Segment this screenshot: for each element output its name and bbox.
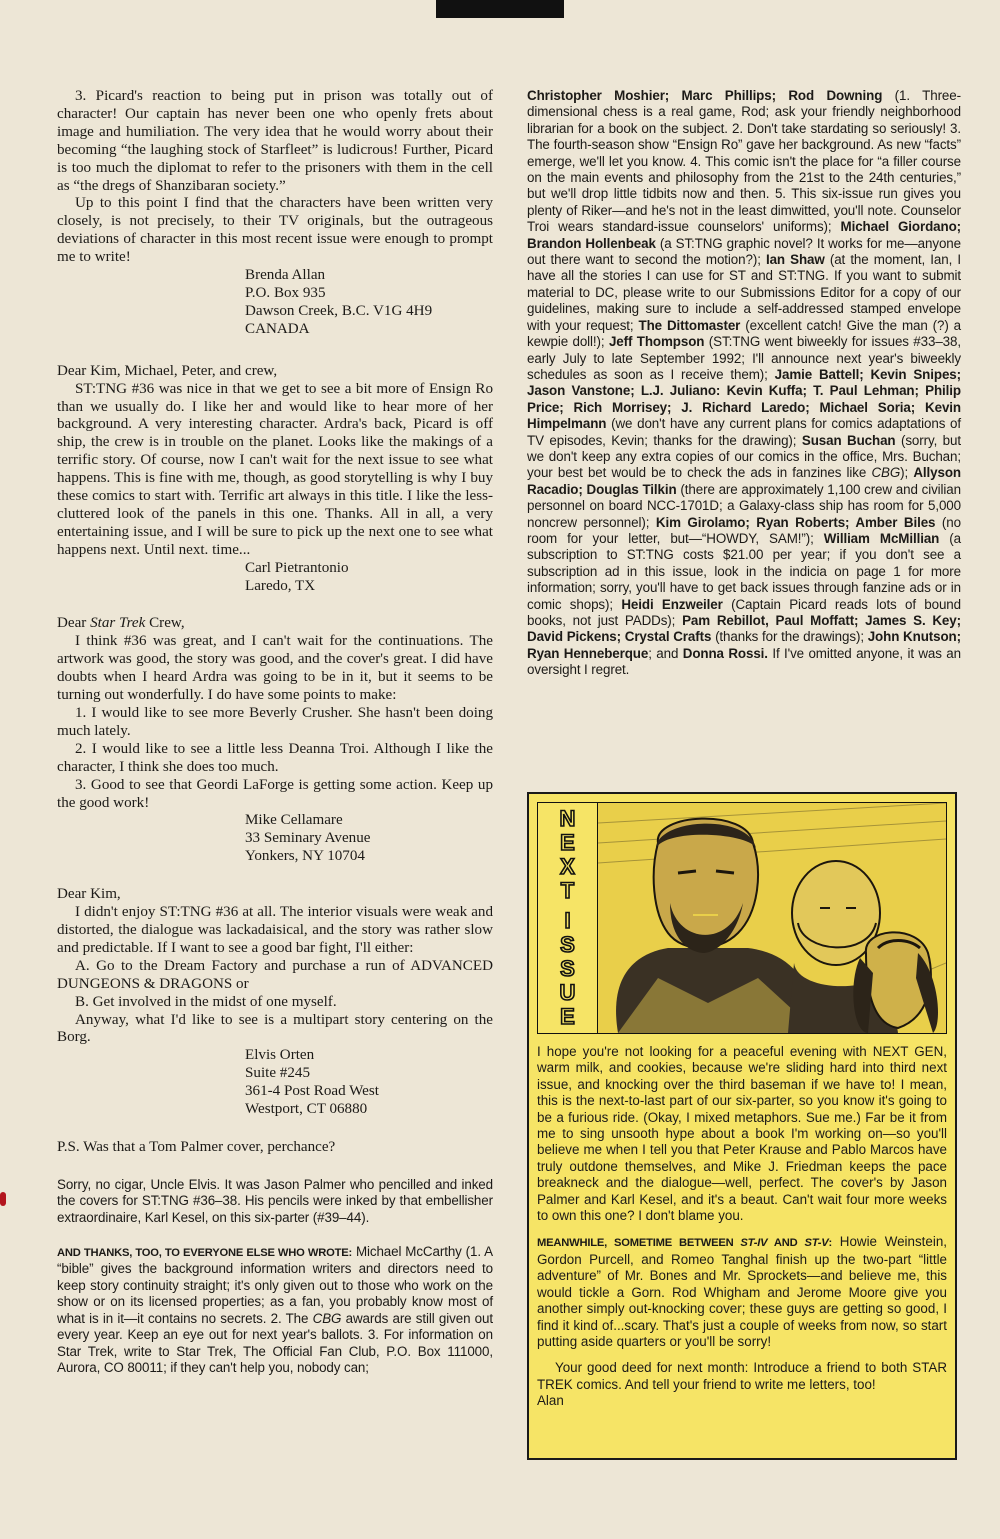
next-issue-box — [527, 792, 957, 1460]
red-ink-mark — [0, 1192, 6, 1206]
letter-paragraph: 1. I would like to see more Beverly Crusher. She hasn't been doing much lately. — [57, 705, 493, 739]
letter-paragraph: I didn't enjoy ST:TNG #36 at all. The interior visuals were weak and distorted, the dialogue was lackadaisical, and the story was rather slow and predictable. If I want to see a good bar fight, I'll either: — [57, 904, 493, 956]
title-letter: E — [560, 830, 575, 855]
letter-paragraph: Up to this point I find that the characters have been written very closely, is not precisely, to their TV originals, but the outrageous deviations of character in this most recent issue were enough to prompt me to write! — [57, 195, 493, 266]
letter-salutation: Dear Kim, — [57, 886, 121, 903]
letter-paragraph: A. Go to the Dream Factory and purchase a run of ADVANCED DUNGEONS & DRAGONS or — [57, 957, 493, 992]
letter-paragraph: Anyway, what I'd like to see is a multipart story centering on the Borg. — [57, 1011, 493, 1046]
signature-block — [245, 1047, 493, 1119]
next-issue-text — [537, 1044, 947, 1410]
signature-line: Westport, CT 06880 — [245, 1101, 368, 1118]
meanwhile-heading: MEANWHILE, SOMETIME BETWEEN ST-IV AND ST-V: — [537, 1237, 833, 1250]
thanks-continued: Christopher Moshier; Marc Phillips; Rod Downing (1. Three-dimensional chess is a real game, Rod; ask your friendly neighborhood librarian for a book on the subject. 2. Don't take stardating so seriously! 3. The fourth-season show “Ensign Ro” gave her background. As new “facts” emerge, we'll let you know. 4. This comic isn't the place for “a filler course on the main events and philosophy from the 21st to the 24th centuries,” but we'll drop little tidbits now and then. 5. This six-issue run gives you plenty of Riker—and he's not in the least dimwitted, you'll note. Counselor Troi wears standard-issue counselors' uniforms); Michael Giordano; Brandon Hollenbeak (a ST:TNG graphic novel? It works for me—anyone out there want to second the motion?); Ian Shaw (at the moment, Ian, I have all the stories I can use for ST and ST:TNG. If you want to submit material to DC, please write to our Submissions Editor for a copy of our guidelines, making sure to include a self-addressed stamped envelope with your request; The Dittomaster (excellent catch! Give the man (?) a kewpie doll!); Jeff Thompson (ST:TNG went biweekly for issues #33–38, early July to late September 1992; I'll announce next year's biweekly schedules as soon as I receive them); Jamie Battell; Kevin Snipes; Jason Vanstone; L.J. Juliano: Kevin Kuffa; T. Paul Lehman; Philip Price; Rich Morrisey; J. Richard Laredo; Michael Soria; Kevin Himpelmann (we don't have any current plans for comics adaptations of TV episodes, Kevin; thanks for the drawing); Susan Buchan (sorry, but we don't keep any extra copies of our comics in the office, Mrs. Buchan; your best bet would be to check the ads in fanzines like CBG); Allyson Racadio; Douglas Tilkin (there are approximately 1,100 crew and civilian personnel on board NCC-1701D; a Galaxy-class ship has room for 5,000 noncrew personnel); Kim Girolamo; Ryan Roberts; Amber Biles (no room for your letter, but—“HOWDY, SAM!”); William McMillian (a subscription to ST:TNG costs $21.00 per year; if you don't see a subscription ad in this issue, look in the indicia on page 1 for more information; sorry, you'll have to get back issues through fanzine ads or in comic shops); Heidi Enzweiler (Captain Picard reads lots of bound books, not just PADDs); Pam Rebillot, Paul Moffatt; James S. Key; David Pickens; Crystal Crafts (thanks for the drawings); John Knutson; Ryan Henneberque; and Donna Rossi. If I've omitted anyone, it was an oversight I regret. — [527, 88, 962, 678]
thanks-name: Michael McCarthy — [355, 1244, 462, 1260]
signature-line: CANADA — [245, 320, 310, 337]
letter-paragraph: B. Get involved in the midst of one myself. — [75, 993, 337, 1010]
letter-paragraph: 2. I would like to see a little less Deanna Troi. Although I like the character, I think she does too much. — [57, 740, 493, 775]
signature-block — [245, 812, 493, 866]
page-top-tab — [436, 0, 564, 18]
signature-line: Carl Pietrantonio — [245, 559, 349, 576]
meanwhile-paragraph: MEANWHILE, SOMETIME BETWEEN ST-IV AND ST-V: Howie Weinstein, Gordon Purcell, and Romeo Tanghal finish up the two-part “little adventure” of Mr. Bones and Mr. Sprockets—and believe me, this would tickle a Gorn. Rod Whigham and Jerome Moore give you another simply out-knocking cover; these guys are getting so good, I find it kind of...scary. That's just a couple of weeks from now, so start putting aside quarters or you'll be sorry! — [537, 1234, 947, 1349]
title-letter: S — [560, 932, 575, 957]
title-letter: T — [560, 878, 575, 903]
editor-signature: Alan — [537, 1393, 564, 1409]
title-letter: S — [560, 956, 575, 981]
next-issue-paragraph: I hope you're not looking for a peaceful evening with NEXT GEN, warm milk, and cookies, because we're sliding hard into third next issue, and knocking over the third baseman if we have to! I mean, this is the next-to-last part of our six-parter, so you know it's going to be a furious ride. (Okay, I mixed metaphors. Sue me.) Far be it from me to sing unsooth hype about a book I'm working on—so you'll believe me when I tell you that Peter Krause and Pablo Marcos have truly outdone themselves, and Mike J. Friedman keeps the pace breakneck and the dialogue—well, perfect. The cover's by Jason Palmer and Karl Kesel, and it's a beaut. Can't wait four more weeks to own this one? I don't blame you. — [537, 1044, 947, 1224]
signature-line: Yonkers, NY 10704 — [245, 848, 365, 865]
crew-portrait-illustration — [598, 803, 946, 1033]
letter-paragraph: ST:TNG #36 was nice in that we get to see a bit more of Ensign Ro than we usually do. I like her and would like to hear more of her background. A very interesting character. Ardra's back, Picard is off ship, the crew is in trouble on the planet. Looks like the makings of a terrific story. Of course, now I can't wait for the next issue to see what happens. This is fine with me, though, as good storytelling is why I buy these comics to start with. Terrific art always in this title. I like the less-cluttered look of the panels in this one. Thanks. All in all, a very entertaining issue, and I will be sure to pick up the next one to see what happens next. Until next. time... — [57, 380, 493, 558]
thanks-section — [57, 1244, 493, 1376]
editor-reply — [57, 1177, 493, 1226]
letter-salutation: Dear Star Trek Crew, — [57, 615, 185, 632]
editor-reply-text: Sorry, no cigar, Uncle Elvis. It was Jason Palmer who pencilled and inked the covers for ST:TNG #36–38. His pencils were inked by that embellisher extraordinaire, Karl Kesel, on this six-parter (#39–44). — [57, 1176, 493, 1225]
letter-paragraph: 3. Picard's reaction to being put in prison was totally out of character! Our captain has never been one who openly frets about image and humiliation. The very idea that he would worry about their becoming “the laughing stock of Starfleet” is ludicrous! Further, Picard is too much the diplomat to refer to the prisoners with them in the cell as “the dregs of Shanzibaran society.” — [57, 88, 493, 194]
letter-paragraph: I think #36 was great, and I can't wait for the continuations. The artwork was good, the story was good, and the cover's great. I did have doubts when I heard Ardra was going to be in it, but it seems to be turning out wonderfully. I do have some points to make: — [57, 633, 493, 704]
letter-mike-cellamare — [57, 615, 493, 866]
signature-line: Suite #245 — [245, 1065, 310, 1082]
letter-carl-pietrantonio — [57, 363, 493, 596]
thanks-paragraph: AND THANKS, TOO, TO EVERYONE ELSE WHO WROTE: Michael McCarthy (1. A “bible” gives the background information writers and directors need to keep story continuity straight; it's only given out to those who work on the show or on its licensed properties; as a fan, you probably know most of what is in it—it contains no secrets. 2. The CBG awards are still given out every year. Keep an eye out for next year's ballots. 3. For information on Star Trek, write to Star Trek, The Official Fan Club, P.O. Box 111000, Aurora, CO 80011; if they can't help you, nobody can; — [57, 1244, 493, 1375]
letter-elvis-orten — [57, 886, 493, 1157]
thanks-heading: AND THANKS, TOO, TO EVERYONE ELSE WHO WROTE: — [57, 1247, 353, 1260]
thanks-column-right — [527, 88, 961, 679]
letter-paragraph: 3. Good to see that Geordi LaForge is getting some action. Keep up the good work! — [57, 776, 493, 811]
signature-line: 361-4 Post Road West — [245, 1083, 379, 1100]
signature-line: 33 Seminary Avenue — [245, 830, 371, 847]
title-letter: U — [559, 980, 576, 1005]
signature-line: P.O. Box 935 — [245, 284, 326, 301]
next-issue-artwork — [537, 802, 947, 1034]
letters-column-left — [57, 88, 493, 1376]
signature-block — [245, 267, 493, 339]
title-letter: I — [564, 908, 571, 933]
letter-brenda-allan — [57, 88, 493, 339]
signature-line: Mike Cellamare — [245, 812, 343, 829]
title-letter: X — [560, 854, 575, 879]
signature-line: Dawson Creek, B.C. V1G 4H9 — [245, 302, 433, 319]
letter-postscript: P.S. Was that a Tom Palmer cover, perchance? — [57, 1138, 336, 1155]
good-deed-paragraph: Your good deed for next month: Introduce a friend to both STAR TREK comics. And tell your friend to write me letters, too! — [537, 1360, 947, 1392]
title-letter: E — [560, 1004, 575, 1029]
signature-line: Elvis Orten — [245, 1047, 315, 1064]
signature-block — [245, 560, 493, 596]
title-letter: N — [559, 806, 576, 831]
next-issue-vertical-title — [538, 803, 598, 1033]
signature-line: Laredo, TX — [245, 577, 316, 594]
signature-line: Brenda Allan — [245, 267, 326, 284]
letter-salutation: Dear Kim, Michael, Peter, and crew, — [57, 362, 278, 379]
